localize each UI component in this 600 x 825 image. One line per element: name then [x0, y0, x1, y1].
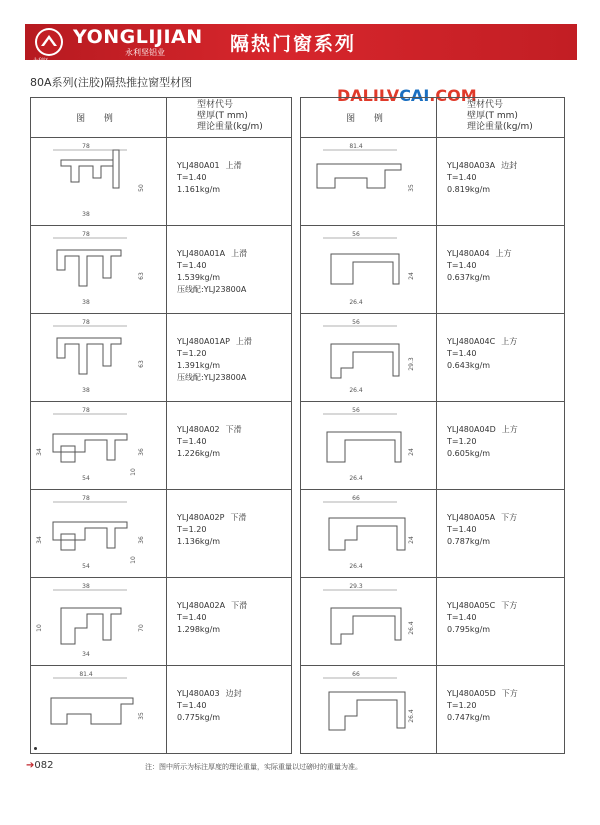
profile-name: 下滑	[231, 601, 248, 610]
header-thickness-label: 壁厚(T mm)	[467, 111, 518, 121]
profile-weight: 0.605kg/m	[447, 449, 491, 458]
profile-name: 下方	[501, 601, 518, 610]
profile-spec-cell	[167, 490, 292, 578]
profile-thickness: T=1.40	[177, 173, 207, 182]
profile-row	[301, 666, 565, 754]
dimension-label: 56	[352, 319, 360, 326]
profile-thickness: T=1.20	[447, 437, 477, 446]
dimension-label: 38	[82, 211, 90, 218]
right-catalog-table	[300, 97, 565, 754]
profile-figure-cell	[31, 226, 167, 314]
profile-code: YLJ480A05C	[447, 601, 496, 610]
dimension-label: 50	[138, 184, 145, 192]
dimension-label: 38	[82, 583, 90, 590]
profile-code-line	[447, 600, 564, 612]
profile-spec-cell	[167, 138, 292, 226]
profile-spec-cell	[437, 138, 565, 226]
profile-thickness: T=1.40	[177, 437, 207, 446]
profile-figure-cell	[31, 578, 167, 666]
dimension-label: 34	[36, 536, 43, 544]
dimension-label: 24	[408, 536, 415, 544]
dimension-label: 24	[408, 448, 415, 456]
profile-section-drawing	[331, 254, 399, 284]
dimension-label: 35	[138, 712, 145, 720]
profile-name: 下方	[501, 689, 518, 698]
profile-name: 上滑	[225, 161, 242, 170]
dimension-label: 38	[82, 387, 90, 394]
profile-row	[31, 578, 292, 666]
profile-name: 上方	[495, 249, 512, 258]
dimension-label: 26.4	[408, 621, 415, 635]
profile-section-drawing	[331, 608, 401, 644]
profile-weight: 1.161kg/m	[177, 185, 221, 194]
profile-row	[301, 314, 565, 402]
profile-figure-cell	[31, 138, 167, 226]
bullet-dot	[34, 747, 37, 750]
page-number-text: 082	[34, 760, 54, 771]
profile-spec-cell	[437, 226, 565, 314]
dimension-label: 34	[36, 448, 43, 456]
page-title: 80A系列(注胶)隔热推拉窗型材图	[30, 76, 193, 89]
profile-code: YLJ480A04	[447, 249, 490, 258]
profile-code: YLJ480A04D	[447, 425, 496, 434]
profile-section-drawing	[61, 150, 119, 188]
profile-section-drawing	[329, 692, 405, 730]
profile-weight: 1.226kg/m	[177, 449, 221, 458]
profile-figure-cell	[31, 402, 167, 490]
profile-figure	[301, 402, 436, 488]
profile-pressline: 压线配:YLJ23800A	[177, 373, 247, 382]
arrow-icon: ➔	[26, 760, 35, 771]
profile-code: YLJ480A03	[177, 689, 220, 698]
profile-section-drawing	[51, 698, 133, 724]
profile-row	[31, 138, 292, 226]
profile-thickness: T=1.40	[177, 701, 207, 710]
profile-figure	[301, 314, 436, 400]
header-code-label: 型材代号	[197, 100, 234, 110]
profile-thickness: T=1.20	[447, 701, 477, 710]
dimension-label: 78	[82, 495, 90, 502]
dimension-label: 38	[82, 299, 90, 306]
dimension-label: 78	[82, 231, 90, 238]
brand-subtitle: 永利坚铝业	[125, 48, 165, 57]
profile-code-line	[447, 160, 564, 172]
profile-figure-cell	[301, 578, 437, 666]
profile-weight: 0.795kg/m	[447, 625, 491, 634]
profile-name: 下滑	[230, 513, 247, 522]
profile-figure	[31, 314, 166, 400]
dimension-label: 24	[408, 272, 415, 280]
profile-name: 上滑	[235, 337, 252, 346]
dimension-label: 29.3	[408, 357, 415, 371]
dimension-label: 54	[82, 475, 90, 482]
header-code-label: 型材代号	[467, 100, 504, 110]
profile-figure	[31, 226, 166, 312]
profile-code-line	[447, 248, 564, 260]
profile-code-line	[177, 248, 291, 260]
brand-logo-icon	[35, 28, 63, 56]
profile-name: 下方	[501, 513, 518, 522]
brand-name: YONGLIJIAN	[73, 26, 203, 48]
profile-figure	[31, 490, 166, 576]
profile-row	[301, 138, 565, 226]
profile-code: YLJ480A01AP	[177, 337, 230, 346]
profile-section-drawing	[317, 164, 401, 188]
profile-spec-cell	[437, 490, 565, 578]
profile-section-drawing	[61, 608, 121, 644]
profile-section-drawing	[331, 344, 399, 378]
profile-spec-cell	[437, 578, 565, 666]
profile-figure-cell	[301, 314, 437, 402]
profile-row	[301, 226, 565, 314]
profile-section-drawing	[57, 338, 121, 374]
dimension-label: 56	[352, 407, 360, 414]
dimension-label: 10	[130, 556, 137, 564]
profile-code-line	[177, 688, 291, 700]
profile-code: YLJ480A02P	[177, 513, 225, 522]
profile-code: YLJ480A05D	[447, 689, 496, 698]
profile-figure	[31, 578, 166, 664]
header-weight-label: 理论重量(kg/m)	[467, 122, 533, 132]
dimension-label: 54	[82, 563, 90, 570]
page-number	[26, 760, 53, 771]
profile-section-drawing	[57, 250, 121, 286]
watermark-part-b: CAI	[399, 86, 430, 105]
header-spec-cell	[167, 98, 292, 138]
profile-spec-cell	[437, 666, 565, 754]
logo-caption: 永利坚	[33, 58, 49, 64]
profile-weight: 1.298kg/m	[177, 625, 221, 634]
profile-figure-cell	[31, 666, 167, 754]
profile-spec-cell	[167, 666, 292, 754]
header-thickness-label: 壁厚(T mm)	[197, 111, 248, 121]
profile-weight: 0.747kg/m	[447, 713, 491, 722]
profile-code: YLJ480A05A	[447, 513, 496, 522]
dimension-label: 26.4	[349, 299, 363, 306]
profile-spec-cell	[437, 402, 565, 490]
dimension-label: 29.3	[349, 583, 363, 590]
header-figure-cell	[301, 98, 437, 138]
profile-code-line	[447, 512, 564, 524]
profile-row	[31, 666, 292, 754]
footnote: 注：图中所示为标注厚度的理论重量，实际重量以过磅时的重量为准。	[145, 763, 362, 771]
profile-weight: 0.775kg/m	[177, 713, 221, 722]
profile-thickness: T=1.20	[177, 525, 207, 534]
watermark-part-c: .COM	[429, 86, 477, 105]
profile-thickness: T=1.40	[447, 261, 477, 270]
dimension-label: 10	[130, 468, 137, 476]
series-title: 隔热门窗系列	[230, 33, 357, 55]
profile-figure	[301, 226, 436, 312]
profile-figure-cell	[301, 490, 437, 578]
profile-figure	[31, 402, 166, 488]
dimension-label: 70	[138, 624, 145, 632]
profile-name: 上方	[501, 425, 518, 434]
profile-spec-cell	[167, 314, 292, 402]
profile-thickness: T=1.40	[177, 613, 207, 622]
header-weight-label: 理论重量(kg/m)	[197, 122, 263, 132]
dimension-label: 56	[352, 231, 360, 238]
profile-code-line	[177, 424, 291, 436]
profile-figure	[31, 666, 166, 752]
profile-figure-cell	[301, 138, 437, 226]
profile-name: 上方	[501, 337, 518, 346]
profile-figure-cell	[301, 402, 437, 490]
profile-weight: 1.539kg/m	[177, 273, 221, 282]
dimension-label: 26.4	[349, 563, 363, 570]
profile-weight: 1.136kg/m	[177, 537, 221, 546]
profile-section-drawing	[329, 518, 405, 550]
profile-row	[301, 490, 565, 578]
profile-code: YLJ480A01	[177, 161, 220, 170]
dimension-label: 81.4	[349, 143, 363, 150]
profile-spec-cell	[167, 226, 292, 314]
profile-spec-cell	[437, 314, 565, 402]
profile-spec-cell	[167, 402, 292, 490]
profile-code-line	[447, 688, 564, 700]
profile-code-line	[177, 600, 291, 612]
profile-thickness: T=1.20	[177, 349, 207, 358]
header-figure-label: 图 例	[346, 114, 391, 124]
profile-name: 边封	[501, 161, 518, 170]
dimension-label: 63	[138, 272, 145, 280]
profile-weight: 0.643kg/m	[447, 361, 491, 370]
profile-row	[301, 578, 565, 666]
header-banner	[25, 24, 577, 64]
profile-thickness: T=1.40	[447, 613, 477, 622]
profile-code-line	[177, 160, 291, 172]
profile-code: YLJ480A02A	[177, 601, 226, 610]
profile-name: 边封	[225, 689, 242, 698]
dimension-label: 26.4	[349, 475, 363, 482]
profile-thickness: T=1.40	[447, 525, 477, 534]
profile-code: YLJ480A01A	[177, 249, 226, 258]
dimension-label: 34	[82, 651, 90, 658]
profile-pressline: 压线配:YLJ23800A	[177, 285, 247, 294]
profile-figure-cell	[31, 490, 167, 578]
profile-code: YLJ480A02	[177, 425, 220, 434]
profile-figure-cell	[301, 226, 437, 314]
profile-figure-cell	[31, 314, 167, 402]
dimension-label: 63	[138, 360, 145, 368]
profile-row	[31, 314, 292, 402]
dimension-label: 36	[138, 448, 145, 456]
profile-weight: 0.787kg/m	[447, 537, 491, 546]
profile-spec-cell	[167, 578, 292, 666]
profile-figure	[31, 138, 166, 224]
watermark-part-a: DALILV	[337, 86, 400, 105]
dimension-label: 66	[352, 495, 360, 502]
profile-row	[31, 402, 292, 490]
dimension-label: 81.4	[79, 671, 93, 678]
profile-thickness: T=1.40	[447, 349, 477, 358]
dimension-label: 35	[408, 184, 415, 192]
left-catalog-table	[30, 97, 292, 754]
profile-weight: 0.637kg/m	[447, 273, 491, 282]
profile-figure	[301, 666, 436, 752]
dimension-label: 78	[82, 143, 90, 150]
profile-figure	[301, 490, 436, 576]
dimension-label: 26.4	[408, 709, 415, 723]
profile-code-line	[447, 424, 564, 436]
dimension-label: 36	[138, 536, 145, 544]
dimension-label: 66	[352, 671, 360, 678]
profile-name: 上滑	[231, 249, 248, 258]
profile-row	[31, 490, 292, 578]
profile-weight: 0.819kg/m	[447, 185, 491, 194]
profile-figure-cell	[301, 666, 437, 754]
header-figure-cell	[31, 98, 167, 138]
profile-section-drawing	[327, 432, 401, 462]
profile-code-line	[447, 336, 564, 348]
dimension-label: 10	[36, 624, 43, 632]
profile-figure	[301, 138, 436, 224]
header-spec-cell	[437, 98, 565, 138]
profile-code-line	[177, 336, 291, 348]
header-figure-label: 图 例	[76, 114, 121, 124]
dimension-label: 78	[82, 407, 90, 414]
profile-section-drawing	[53, 522, 127, 550]
profile-code-line	[177, 512, 291, 524]
profile-figure	[301, 578, 436, 664]
profile-thickness: T=1.40	[177, 261, 207, 270]
profile-code: YLJ480A04C	[447, 337, 496, 346]
profile-weight: 1.391kg/m	[177, 361, 221, 370]
profile-row	[31, 226, 292, 314]
profile-code: YLJ480A03A	[447, 161, 496, 170]
profile-section-drawing	[53, 434, 127, 462]
profile-row	[301, 402, 565, 490]
dimension-label: 26.4	[349, 387, 363, 394]
dimension-label: 78	[82, 319, 90, 326]
profile-name: 下滑	[225, 425, 242, 434]
profile-thickness: T=1.40	[447, 173, 477, 182]
